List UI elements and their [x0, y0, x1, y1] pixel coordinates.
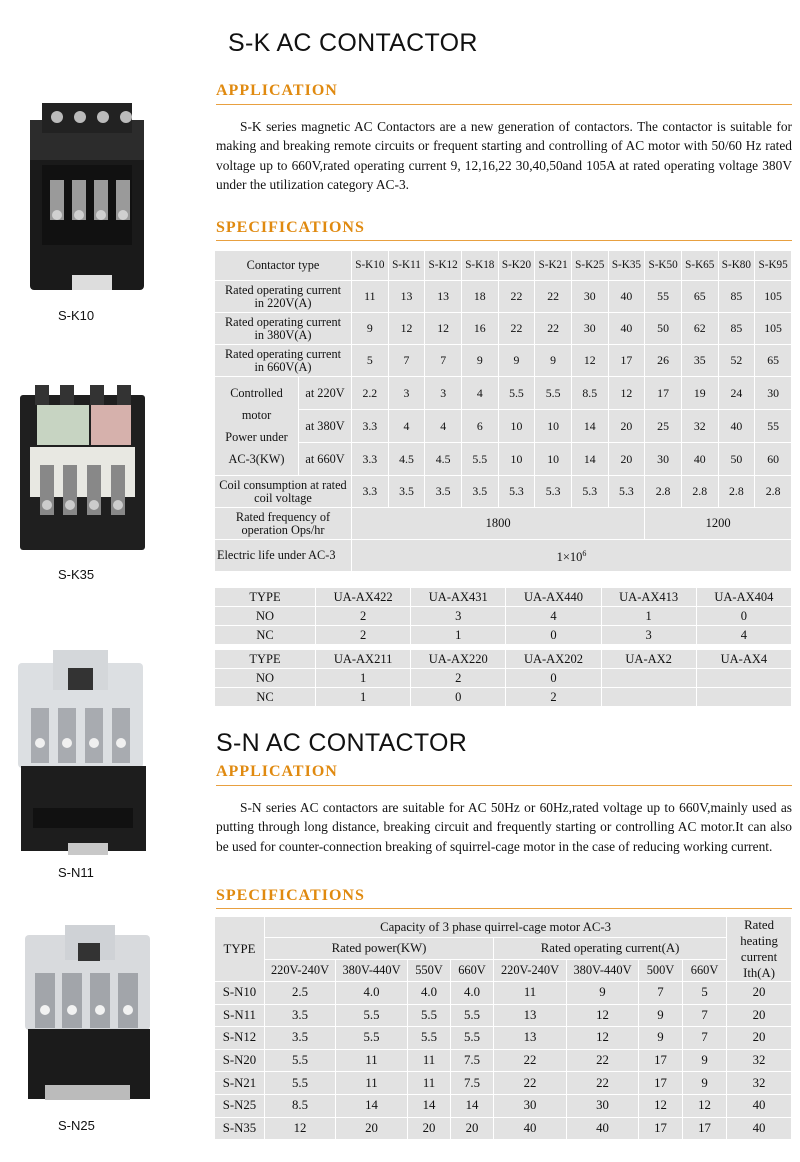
table-cell: 22 [494, 1049, 567, 1072]
table-cell: 13 [494, 1004, 567, 1027]
row-label-line: AC-3(KW) [228, 452, 285, 466]
table-cell: 30 [567, 1094, 639, 1117]
table-cell: 11 [494, 982, 567, 1005]
table-cell: 14 [408, 1094, 451, 1117]
table-cell: 55 [755, 410, 792, 443]
table-cell: NC [215, 688, 316, 707]
table-cell: 7.5 [451, 1049, 494, 1072]
section-divider [216, 104, 792, 105]
table-cell: 50 [645, 313, 682, 345]
table-cell: 1 [411, 626, 506, 645]
table-cell: 3.5 [388, 476, 425, 508]
table-row [215, 669, 792, 688]
table-cell: 11 [336, 1049, 408, 1072]
table-cell: 5.5 [498, 377, 535, 410]
table-cell: 17 [645, 377, 682, 410]
table-cell: 13 [425, 281, 462, 313]
row-label: S-N21 [215, 1072, 265, 1095]
table-cell: 2.8 [718, 476, 755, 508]
table-cell: 20 [336, 1117, 408, 1140]
table-cell: 5.5 [408, 1004, 451, 1027]
table-cell: 11 [408, 1049, 451, 1072]
table-cell: 7.5 [451, 1072, 494, 1095]
table-row [215, 540, 792, 572]
row-label: Electric life under AC-3 [215, 540, 352, 572]
row-label: Rated operating current in 660V(A) [215, 345, 352, 377]
table-cell: 4 [696, 626, 791, 645]
table-cell: 12 [608, 377, 645, 410]
table-cell [696, 669, 791, 688]
table-row [215, 626, 792, 645]
table-cell: 35 [681, 345, 718, 377]
table-cell: 2 [316, 626, 411, 645]
table-cell: 17 [683, 1117, 727, 1140]
table-cell: 5 [352, 345, 389, 377]
table-cell: 3.3 [352, 443, 389, 476]
header-cell: Rated power(KW) [265, 938, 494, 960]
header-cell: UA-AX220 [411, 650, 506, 669]
row-label: S-N25 [215, 1094, 265, 1117]
header-cell: 220V-240V [265, 960, 336, 982]
header-cell: S-K25 [571, 251, 608, 281]
table-cell: 10 [535, 410, 572, 443]
table-cell: 7 [683, 1027, 727, 1050]
header-cell: S-K10 [352, 251, 389, 281]
table-cell: 26 [645, 345, 682, 377]
header-cell: UA-AX2 [601, 650, 696, 669]
table-cell [601, 688, 696, 707]
application-text: S-N series AC contactors are suitable for AC 50Hz or 60Hz,rated voltage up to 660V,mainly used as putting through long distance, breaking circuit and frequently starting or controlling AC motor.It can also be used for counter-connection breaking of squirrel-cage motor in the case of reducing working current. [216, 800, 792, 854]
table-cell: 32 [727, 1072, 792, 1095]
table-cell: 50 [718, 443, 755, 476]
table-cell: 22 [498, 313, 535, 345]
row-sublabel: at 660V [299, 443, 352, 476]
table-cell: 40 [494, 1117, 567, 1140]
table-cell: 9 [567, 982, 639, 1005]
table-cell: 30 [645, 443, 682, 476]
table-cell: 5.5 [451, 1027, 494, 1050]
table-cell: 40 [608, 281, 645, 313]
table-cell: 30 [571, 313, 608, 345]
table-cell: 14 [571, 443, 608, 476]
table-cell: 11 [336, 1072, 408, 1095]
section-title: S-N AC CONTACTOR [216, 729, 468, 757]
table-cell: 30 [494, 1094, 567, 1117]
table-cell: 9 [535, 345, 572, 377]
section-heading: APPLICATION [216, 82, 338, 99]
table-cell: 3.5 [265, 1004, 336, 1027]
table-header-row [215, 938, 792, 960]
table-cell: 16 [461, 313, 498, 345]
table-cell: 20 [727, 1027, 792, 1050]
header-cell: S-K21 [535, 251, 572, 281]
table-cell: 22 [535, 281, 572, 313]
table-cell: 62 [681, 313, 718, 345]
section-heading: APPLICATION [216, 763, 338, 780]
table-cell: 2.8 [755, 476, 792, 508]
table-cell: 13 [494, 1027, 567, 1050]
product-photo-s-k35 [15, 385, 150, 555]
table-cell: 1 [601, 607, 696, 626]
table-cell: 52 [718, 345, 755, 377]
table-cell: 40 [727, 1117, 792, 1140]
table-cell: 40 [727, 1094, 792, 1117]
section-divider [216, 240, 792, 241]
table-cell: 40 [718, 410, 755, 443]
table-cell: 19 [681, 377, 718, 410]
table-header-row [215, 960, 792, 982]
header-cell: S-K20 [498, 251, 535, 281]
table-cell: 2.2 [352, 377, 389, 410]
header-cell: Capacity of 3 phase quirrel-cage motor AC-3 [265, 917, 727, 938]
section-heading: SPECIFICATIONS [216, 887, 365, 904]
table-cell: 5.5 [461, 443, 498, 476]
page-title: S-K AC CONTACTOR [228, 29, 478, 57]
table-cell: 9 [639, 1027, 683, 1050]
table-cell: 32 [681, 410, 718, 443]
header-cell: Contactor type [215, 251, 352, 281]
header-cell: S-K50 [645, 251, 682, 281]
header-cell: Rated operating current(A) [494, 938, 727, 960]
table-cell: 5.3 [535, 476, 572, 508]
table-cell: 2.5 [265, 982, 336, 1005]
header-cell: 660V [451, 960, 494, 982]
table-cell: 18 [461, 281, 498, 313]
table-cell: 14 [336, 1094, 408, 1117]
table-cell: 11 [352, 281, 389, 313]
table-cell: 10 [498, 410, 535, 443]
table-cell: 85 [718, 313, 755, 345]
table-cell: 0 [506, 626, 601, 645]
sk-aux-table-2 [214, 649, 792, 707]
header-cell: 380V-440V [567, 960, 639, 982]
table-cell: 4 [425, 410, 462, 443]
table-cell: 12 [571, 345, 608, 377]
table-cell: 7 [683, 1004, 727, 1027]
table-cell: 20 [451, 1117, 494, 1140]
table-row [215, 607, 792, 626]
row-label [215, 377, 299, 476]
table-cell: 40 [567, 1117, 639, 1140]
table-cell: 17 [608, 345, 645, 377]
table-header-row [215, 251, 792, 281]
header-cell: S-K18 [461, 251, 498, 281]
header-cell: 500V [639, 960, 683, 982]
table-cell: 105 [755, 313, 792, 345]
table-row [215, 1027, 792, 1050]
table-cell: 5.3 [608, 476, 645, 508]
header-cell: TYPE [215, 650, 316, 669]
row-label: S-N35 [215, 1117, 265, 1140]
table-cell: 7 [425, 345, 462, 377]
life-exponent: 6 [582, 548, 587, 558]
row-label: Rated frequency of operation Ops/hr [215, 508, 352, 540]
table-row [215, 476, 792, 508]
header-cell: UA-AX440 [506, 588, 601, 607]
row-label: Rated operating current in 380V(A) [215, 313, 352, 345]
product-caption: S-N25 [58, 1118, 95, 1133]
row-sublabel: at 220V [299, 377, 352, 410]
table-cell [601, 669, 696, 688]
table-header-row [215, 588, 792, 607]
table-cell: 3 [388, 377, 425, 410]
table-cell: 30 [755, 377, 792, 410]
table-cell: 5.5 [408, 1027, 451, 1050]
table-cell: 12 [683, 1094, 727, 1117]
table-cell: 12 [567, 1027, 639, 1050]
table-cell: NO [215, 607, 316, 626]
table-cell: 22 [498, 281, 535, 313]
table-row [215, 313, 792, 345]
header-cell: TYPE [215, 588, 316, 607]
table-cell: 7 [639, 982, 683, 1005]
table-cell: 9 [461, 345, 498, 377]
table-cell: 3.5 [265, 1027, 336, 1050]
table-row [215, 508, 792, 540]
table-cell: 2 [316, 607, 411, 626]
table-row [215, 1049, 792, 1072]
table-cell: 40 [681, 443, 718, 476]
sk-aux-table-1 [214, 587, 792, 645]
table-cell: 65 [755, 345, 792, 377]
table-cell: 4.0 [451, 982, 494, 1005]
header-cell: 220V-240V [494, 960, 567, 982]
table-cell: 1 [316, 688, 411, 707]
table-cell: 9 [683, 1072, 727, 1095]
table-cell: 3.5 [425, 476, 462, 508]
header-cell: UA-AX422 [316, 588, 411, 607]
table-cell: 24 [718, 377, 755, 410]
table-cell: 20 [608, 410, 645, 443]
table-row [215, 377, 792, 410]
table-cell: 14 [571, 410, 608, 443]
row-label-line: motor [241, 408, 272, 422]
table-cell: 9 [639, 1004, 683, 1027]
table-cell: 4 [506, 607, 601, 626]
header-cell: 550V [408, 960, 451, 982]
row-label-line: Controlled [230, 386, 283, 400]
section-divider [216, 785, 792, 786]
table-cell: 3 [411, 607, 506, 626]
section-divider [216, 908, 792, 909]
row-label: S-N11 [215, 1004, 265, 1027]
table-row [215, 443, 792, 476]
row-sublabel: at 380V [299, 410, 352, 443]
table-header-row [215, 650, 792, 669]
table-cell: 9 [683, 1049, 727, 1072]
table-cell: 32 [727, 1049, 792, 1072]
table-cell: 8.5 [265, 1094, 336, 1117]
table-cell: 65 [681, 281, 718, 313]
table-cell [696, 688, 791, 707]
table-cell: 5.5 [535, 377, 572, 410]
product-photo-s-n25 [20, 925, 155, 1105]
table-cell: NC [215, 626, 316, 645]
table-cell: 9 [352, 313, 389, 345]
table-cell: 0 [411, 688, 506, 707]
table-cell: 4.0 [408, 982, 451, 1005]
life-value: 1×10 [556, 550, 583, 565]
table-cell: 1 [316, 669, 411, 688]
table-cell: 20 [727, 982, 792, 1005]
table-cell: 11 [408, 1072, 451, 1095]
header-cell: S-K12 [425, 251, 462, 281]
table-cell: NO [215, 669, 316, 688]
table-cell: 5.5 [336, 1027, 408, 1050]
header-cell: S-K95 [755, 251, 792, 281]
table-row [215, 281, 792, 313]
table-cell: 8.5 [571, 377, 608, 410]
table-cell: 17 [639, 1117, 683, 1140]
application-text: S-K series magnetic AC Contactors are a new generation of contactors. The contactor is suitable for making and breaking remote circuits or frequent starting and controlling of AC motor with 50/60 Hz rated voltage up to 660V,rated operating current 9, 12,16,22 30,40,50and 105A at rated operating voltage 380V under the utilization category AC-3. [216, 119, 792, 192]
table-cell: 4.5 [388, 443, 425, 476]
table-cell: 14 [451, 1094, 494, 1117]
header-cell: UA-AX4 [696, 650, 791, 669]
product-photo-s-n11 [13, 648, 153, 858]
table-cell: 3.3 [352, 476, 389, 508]
table-cell: 5.3 [571, 476, 608, 508]
row-label: S-N12 [215, 1027, 265, 1050]
table-cell [352, 540, 792, 572]
row-label: Coil consumption at rated coil voltage [215, 476, 352, 508]
table-cell: 7 [388, 345, 425, 377]
table-cell: 60 [755, 443, 792, 476]
table-row [215, 345, 792, 377]
table-cell: 4.0 [336, 982, 408, 1005]
table-cell: 5.3 [498, 476, 535, 508]
table-row [215, 1117, 792, 1140]
header-cell: UA-AX431 [411, 588, 506, 607]
table-cell: 17 [639, 1072, 683, 1095]
table-row [215, 688, 792, 707]
table-cell: 1800 [352, 508, 645, 540]
table-cell: 10 [498, 443, 535, 476]
table-cell: 22 [494, 1072, 567, 1095]
table-cell: 3 [425, 377, 462, 410]
header-cell: 380V-440V [336, 960, 408, 982]
table-cell: 13 [388, 281, 425, 313]
table-cell: 12 [639, 1094, 683, 1117]
table-cell: 3.3 [352, 410, 389, 443]
header-cell: S-K11 [388, 251, 425, 281]
table-cell: 20 [608, 443, 645, 476]
table-cell: 5.5 [451, 1004, 494, 1027]
table-cell: 0 [506, 669, 601, 688]
table-cell: 0 [696, 607, 791, 626]
header-cell: 660V [683, 960, 727, 982]
table-cell: 4.5 [425, 443, 462, 476]
table-cell: 3.5 [461, 476, 498, 508]
table-cell: 55 [645, 281, 682, 313]
product-caption: S-K35 [58, 567, 95, 582]
table-cell: 105 [755, 281, 792, 313]
table-cell: 85 [718, 281, 755, 313]
table-cell: 2 [411, 669, 506, 688]
table-cell: 12 [265, 1117, 336, 1140]
table-row [215, 410, 792, 443]
row-label-line: Power under [225, 430, 288, 444]
table-cell: 22 [567, 1072, 639, 1095]
table-cell: 5.5 [336, 1004, 408, 1027]
table-cell: 5.5 [265, 1049, 336, 1072]
table-cell: 1200 [645, 508, 792, 540]
sn-spec-table [214, 916, 792, 1140]
table-cell: 25 [645, 410, 682, 443]
header-cell: S-K65 [681, 251, 718, 281]
sk-spec-table [214, 250, 792, 572]
table-cell: 5 [683, 982, 727, 1005]
table-cell: 5.5 [265, 1072, 336, 1095]
table-cell: 6 [461, 410, 498, 443]
table-cell: 2.8 [645, 476, 682, 508]
table-cell: 20 [408, 1117, 451, 1140]
table-cell: 22 [567, 1049, 639, 1072]
row-label: Rated operating current in 220V(A) [215, 281, 352, 313]
table-cell: 12 [425, 313, 462, 345]
table-cell: 4 [388, 410, 425, 443]
table-row [215, 1094, 792, 1117]
table-cell: 17 [639, 1049, 683, 1072]
header-cell: S-K35 [608, 251, 645, 281]
table-cell: 40 [608, 313, 645, 345]
table-cell: 2 [506, 688, 601, 707]
table-cell: 22 [535, 313, 572, 345]
row-label: S-N10 [215, 982, 265, 1005]
table-cell: 20 [727, 1004, 792, 1027]
section-heading: SPECIFICATIONS [216, 219, 365, 236]
table-header-row [215, 917, 792, 938]
table-cell: 30 [571, 281, 608, 313]
table-cell: 12 [388, 313, 425, 345]
header-cell: TYPE [215, 917, 265, 982]
header-cell: UA-AX413 [601, 588, 696, 607]
row-label: S-N20 [215, 1049, 265, 1072]
table-cell: 9 [498, 345, 535, 377]
table-cell: 12 [567, 1004, 639, 1027]
header-cell: UA-AX211 [316, 650, 411, 669]
product-photo-s-k10 [22, 95, 152, 295]
table-cell: 4 [461, 377, 498, 410]
table-cell: 10 [535, 443, 572, 476]
header-cell: Rated heating current Ith(A) [727, 917, 792, 982]
table-row [215, 1004, 792, 1027]
table-row [215, 1072, 792, 1095]
header-cell: S-K80 [718, 251, 755, 281]
header-cell: UA-AX202 [506, 650, 601, 669]
table-cell: 2.8 [681, 476, 718, 508]
table-row [215, 982, 792, 1005]
header-cell: UA-AX404 [696, 588, 791, 607]
product-caption: S-N11 [58, 865, 94, 880]
product-caption: S-K10 [58, 308, 95, 323]
table-cell: 3 [601, 626, 696, 645]
